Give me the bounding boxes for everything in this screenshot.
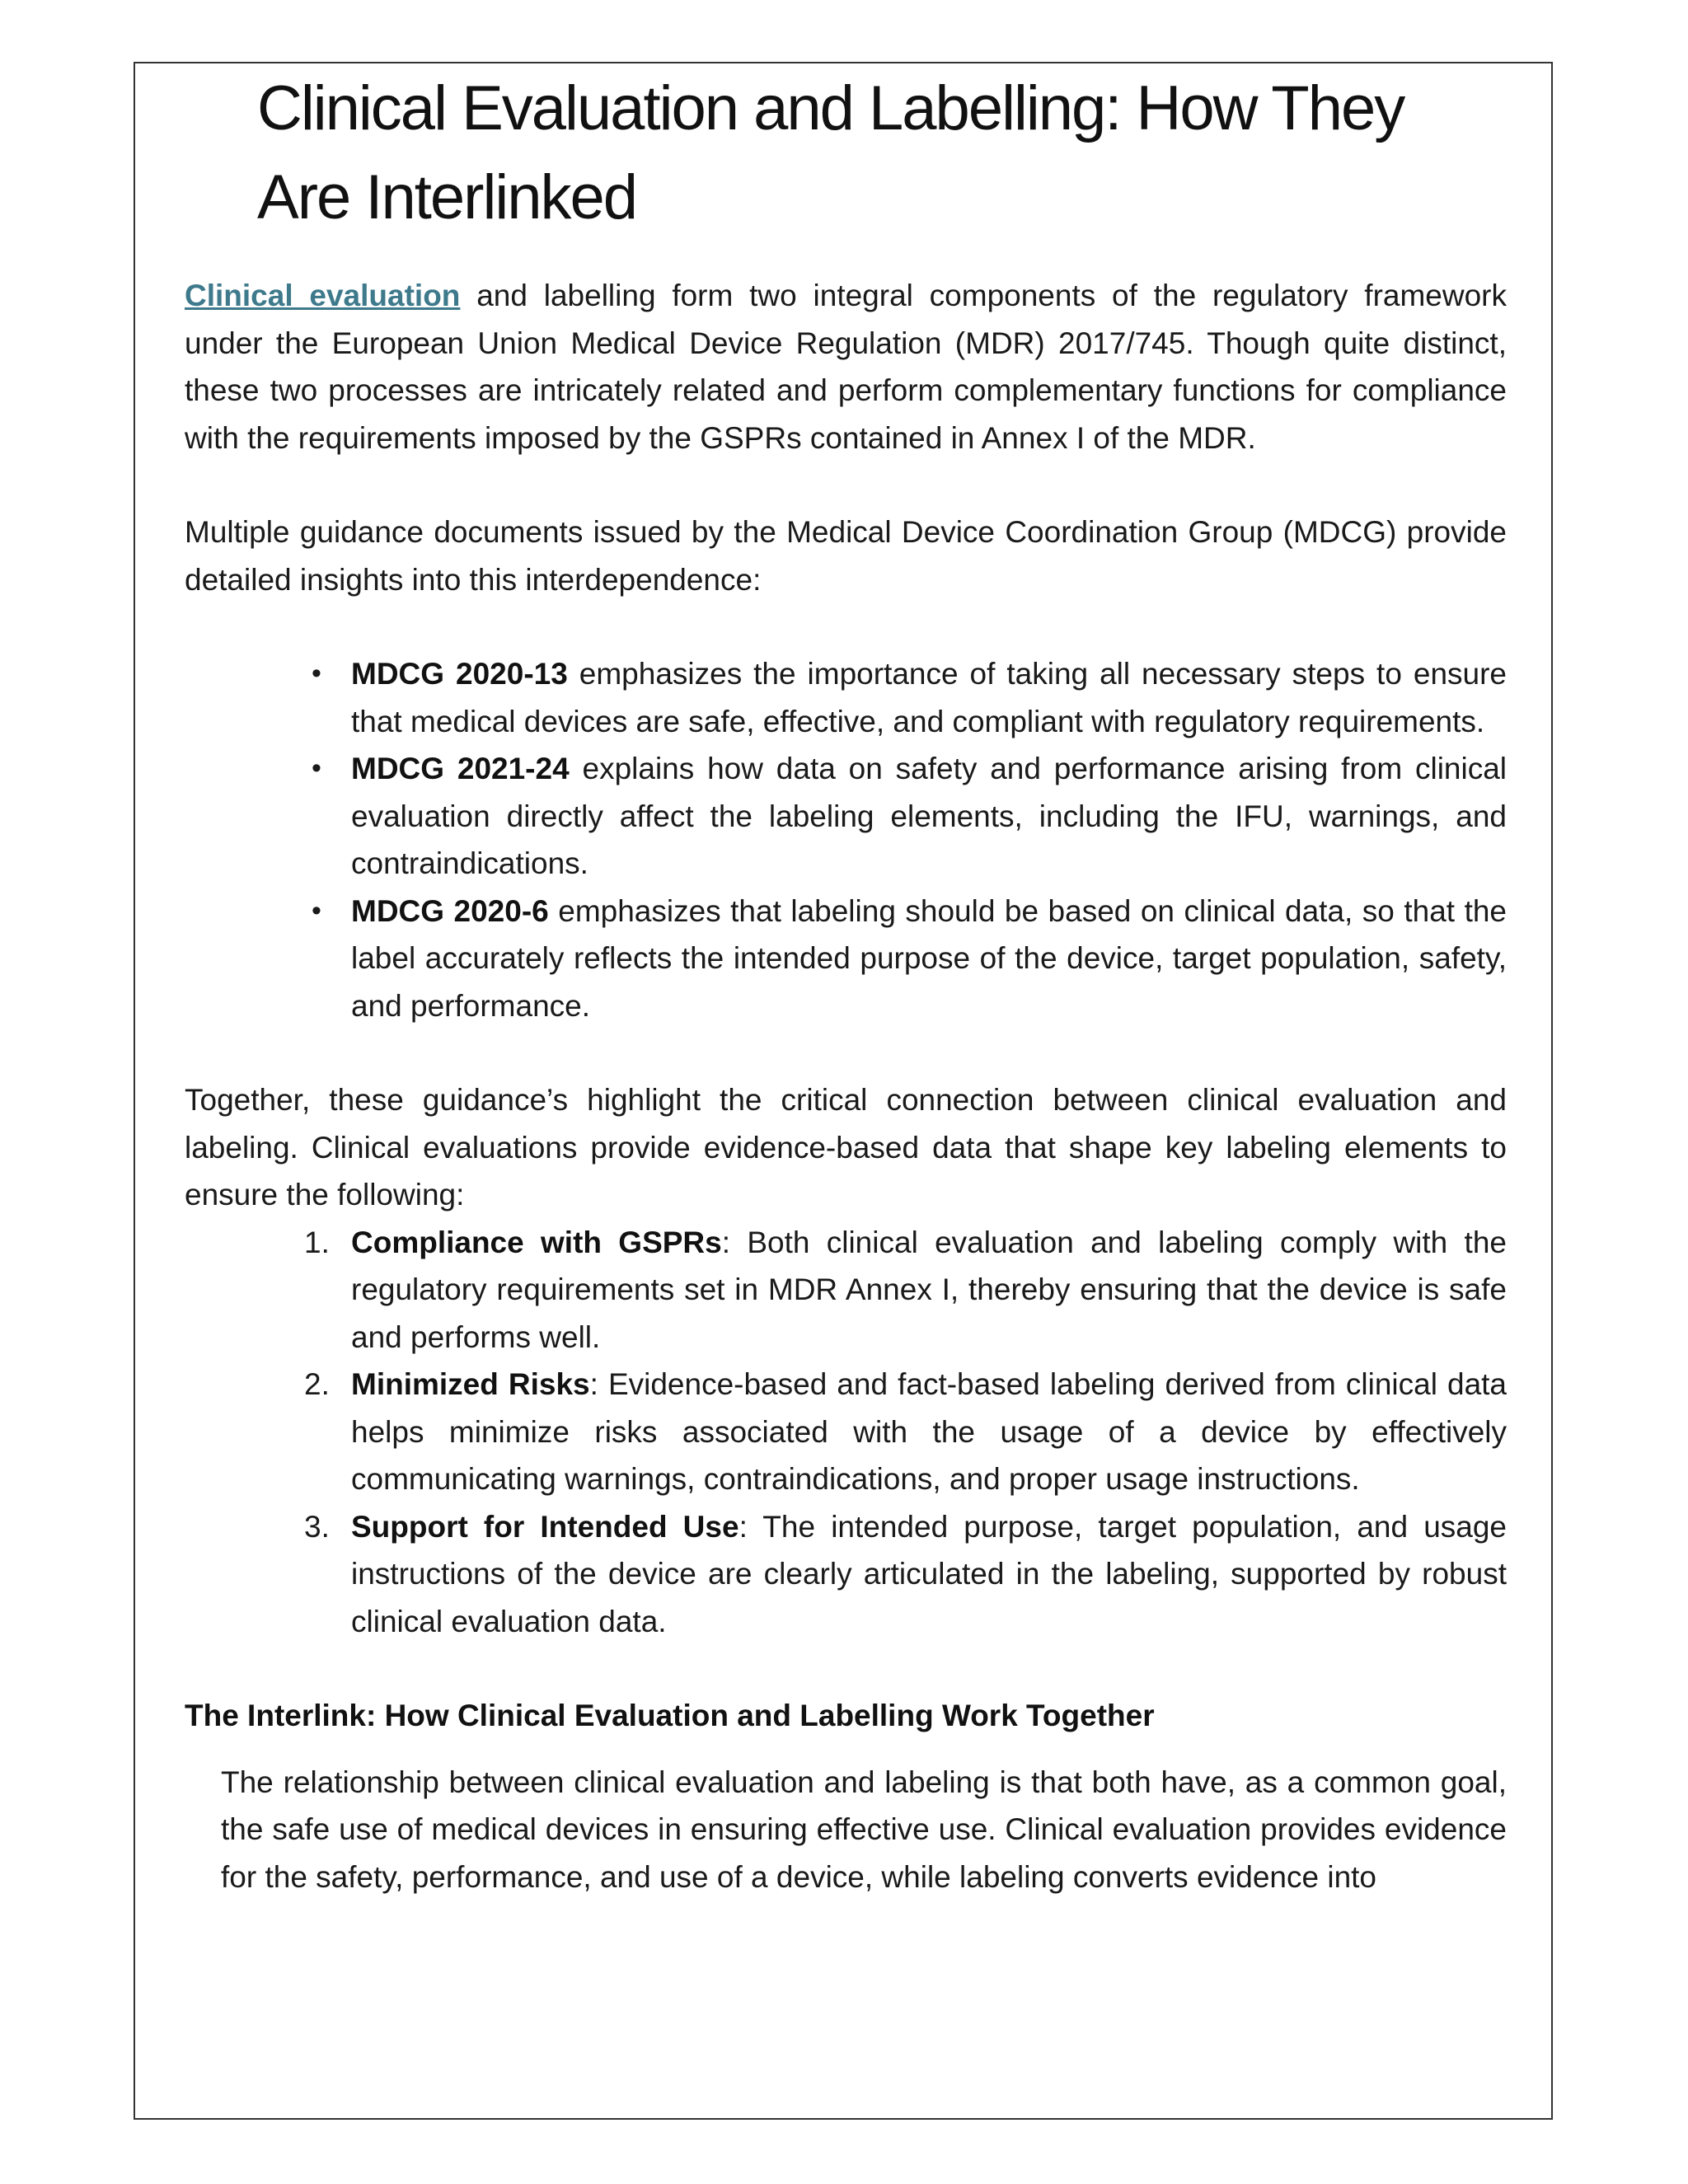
outcome-text: : Both clinical evaluation and labeling comply with the regulatory requirements set in MDR Annex I, thereby ensuring that the device is safe and performs well.	[351, 1225, 1507, 1354]
outcome-number: 3.	[304, 1509, 330, 1544]
outcomes-list	[185, 1219, 1507, 1646]
document-body	[185, 272, 1507, 1900]
intro-text: and labelling form two integral components of the regulatory framework under the European Union Medical Device Regulation (MDR) 2017/745. Though quite distinct, these two processes are intricately related and perform complementary functions for compliance with the requirements imposed by the GSPRs contained in Annex I of the MDR.	[185, 279, 1507, 455]
together-paragraph: Together, these guidance’s highlight the critical connection between clinical evaluation and labeling. Clinical evaluations provide evidence-based data that shape key labeling elements to ensure the following:	[185, 1083, 1507, 1212]
section-heading: The Interlink: How Clinical Evaluation and Labelling Work Together	[185, 1699, 1155, 1732]
guidance-text: explains how data on safety and performance arising from clinical evaluation directly affect the labeling elements, including the IFU, warnings, and contraindications.	[351, 752, 1507, 880]
outcome-heading: Compliance with GSPRs	[351, 1225, 722, 1259]
outcome-item	[304, 1503, 1507, 1646]
guidance-list	[185, 650, 1507, 1029]
outcome-text: : The intended purpose, target population, and usage instructions of the device are clearly articulated in the labeling, supported by robust clinical evaluation data.	[351, 1509, 1507, 1638]
outcome-heading: Support for Intended Use	[351, 1509, 739, 1544]
guidance-item	[351, 650, 1507, 745]
guidance-code: MDCG 2020-6	[351, 893, 549, 928]
guidance-item	[351, 745, 1507, 888]
guidance-code: MDCG 2021-24	[351, 752, 570, 785]
outcome-number: 2.	[304, 1367, 330, 1401]
guidance-intro-paragraph: Multiple guidance documents issued by the Medical Device Coordination Group (MDCG) provide detailed insights into this interdependence:	[185, 515, 1507, 597]
section-paragraph: The relationship between clinical evaluation and labeling is that both have, as a common goal, the safe use of medical devices in ensuring effective use. Clinical evaluation provides evidence for the safety, performance, and use of a device, while labeling converts evidence into	[221, 1765, 1507, 1894]
outcome-item	[304, 1361, 1507, 1503]
outcome-item	[304, 1219, 1507, 1361]
outcome-text: : Evidence-based and fact-based labeling derived from clinical data helps minimize risks associated with the usage of a device by effectively communicating warnings, contraindications, and proper usage instructions.	[351, 1367, 1507, 1496]
clinical-evaluation-link[interactable]: Clinical evaluation	[185, 279, 461, 312]
guidance-text: emphasizes the importance of taking all necessary steps to ensure that medical devices are safe, effective, and compliant with regulatory requirements.	[351, 657, 1507, 738]
guidance-text: emphasizes that labeling should be based on clinical data, so that the label accurately reflects the intended purpose of the device, target population, safety, and performance.	[351, 893, 1507, 1023]
guidance-item	[351, 888, 1507, 1030]
page-title: Clinical Evaluation and Labelling: How They Are Interlinked	[257, 73, 1404, 232]
guidance-code: MDCG 2020-13	[351, 657, 568, 691]
intro-paragraph	[185, 272, 1507, 462]
outcome-number: 1.	[304, 1225, 330, 1259]
outcome-heading: Minimized Risks	[351, 1367, 590, 1401]
